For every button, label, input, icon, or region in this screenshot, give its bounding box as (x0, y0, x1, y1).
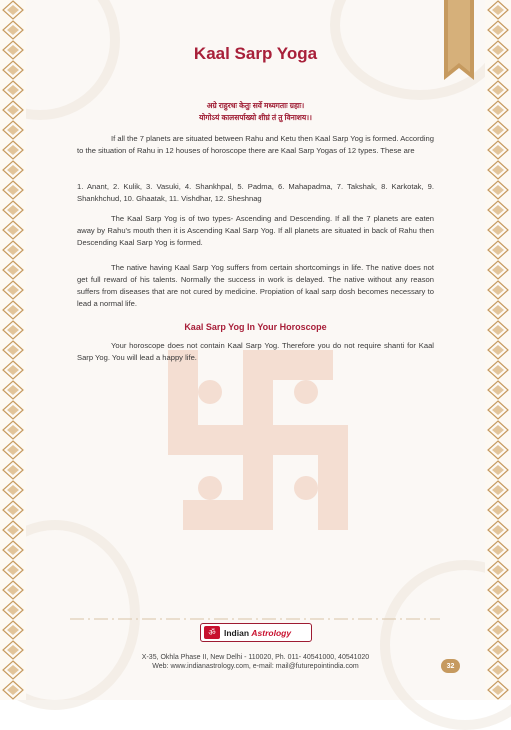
diamond-border-right (485, 0, 511, 700)
yoga-types-list: 1. Anant, 2. Kulik, 3. Vasuki, 4. Shankhpal, 5. Padma, 6. Mahapadma, 7. Takshak, 8. Karkotak, 9. Shankhchud, 10. Ghaatak, 11. Vishdhar, 12. Sheshnag (77, 182, 434, 203)
footer-address: X-35, Okhla Phase II, New Delhi - 110020, Ph. 011- 40541000, 40541020 (141, 654, 370, 661)
horoscope-result-paragraph: Your horoscope does not contain Kaal Sarp Yog. Therefore you do not require shanti for Kaal Sarp Yog. You will lead a happy life. (77, 341, 434, 362)
indian-astrology-logo (200, 623, 312, 642)
om-symbol-icon: ॐ (204, 626, 220, 639)
logo-word-indian: Indian (224, 627, 250, 638)
page-title: Kaal Sarp Yoga (193, 44, 318, 63)
diamond-border-left (0, 0, 26, 700)
logo-word-astrology: Astrology (251, 627, 292, 638)
bookmark-ribbon (444, 0, 474, 80)
section-heading: Kaal Sarp Yog In Your Horoscope (184, 322, 327, 332)
sanskrit-verse-line-1: अग्रे राहुरधः केतुः सर्वे मध्यगताः ग्रहाः। (206, 101, 305, 110)
types-paragraph: The Kaal Sarp Yog is of two types- Ascending and Descending. If all the 7 planets are eaten away by Rahu's mouth then it is Ascending Kaal Sarp Yog. If all planets are situated in back of Rahu then Descending Kaal Sarp Yog is formed. (77, 214, 434, 247)
footer-web-email: Web: www.indianastrology.com, e-mail: mail@futurepointindia.com (152, 663, 359, 670)
sanskrit-verse-line-2: योगोऽयं कालसर्पाख्यो शीघ्रं तं तु विनाशय।। (199, 113, 312, 122)
page-number-badge (441, 659, 460, 673)
footer-dotted-rule (70, 617, 440, 621)
logo-text (224, 628, 291, 638)
effects-paragraph: The native having Kaal Sarp Yog suffers from certain shortcomings in life. The native does not get full reward of his talents. Normally the success in work is delayed. The native without any reason suffers from diseases that are not cured by medicine. Propiation of kaal sarp dosh becomes necessary to lead a normal life. (77, 263, 434, 308)
intro-paragraph: If all the 7 planets are situated between Rahu and Ketu then Kaal Sarp Yog is formed. According to the situation of Rahu in 12 houses of horoscope there are Kaal Sarp Yogas of 12 types. These are (77, 134, 434, 155)
page-number: 32 (446, 662, 455, 670)
